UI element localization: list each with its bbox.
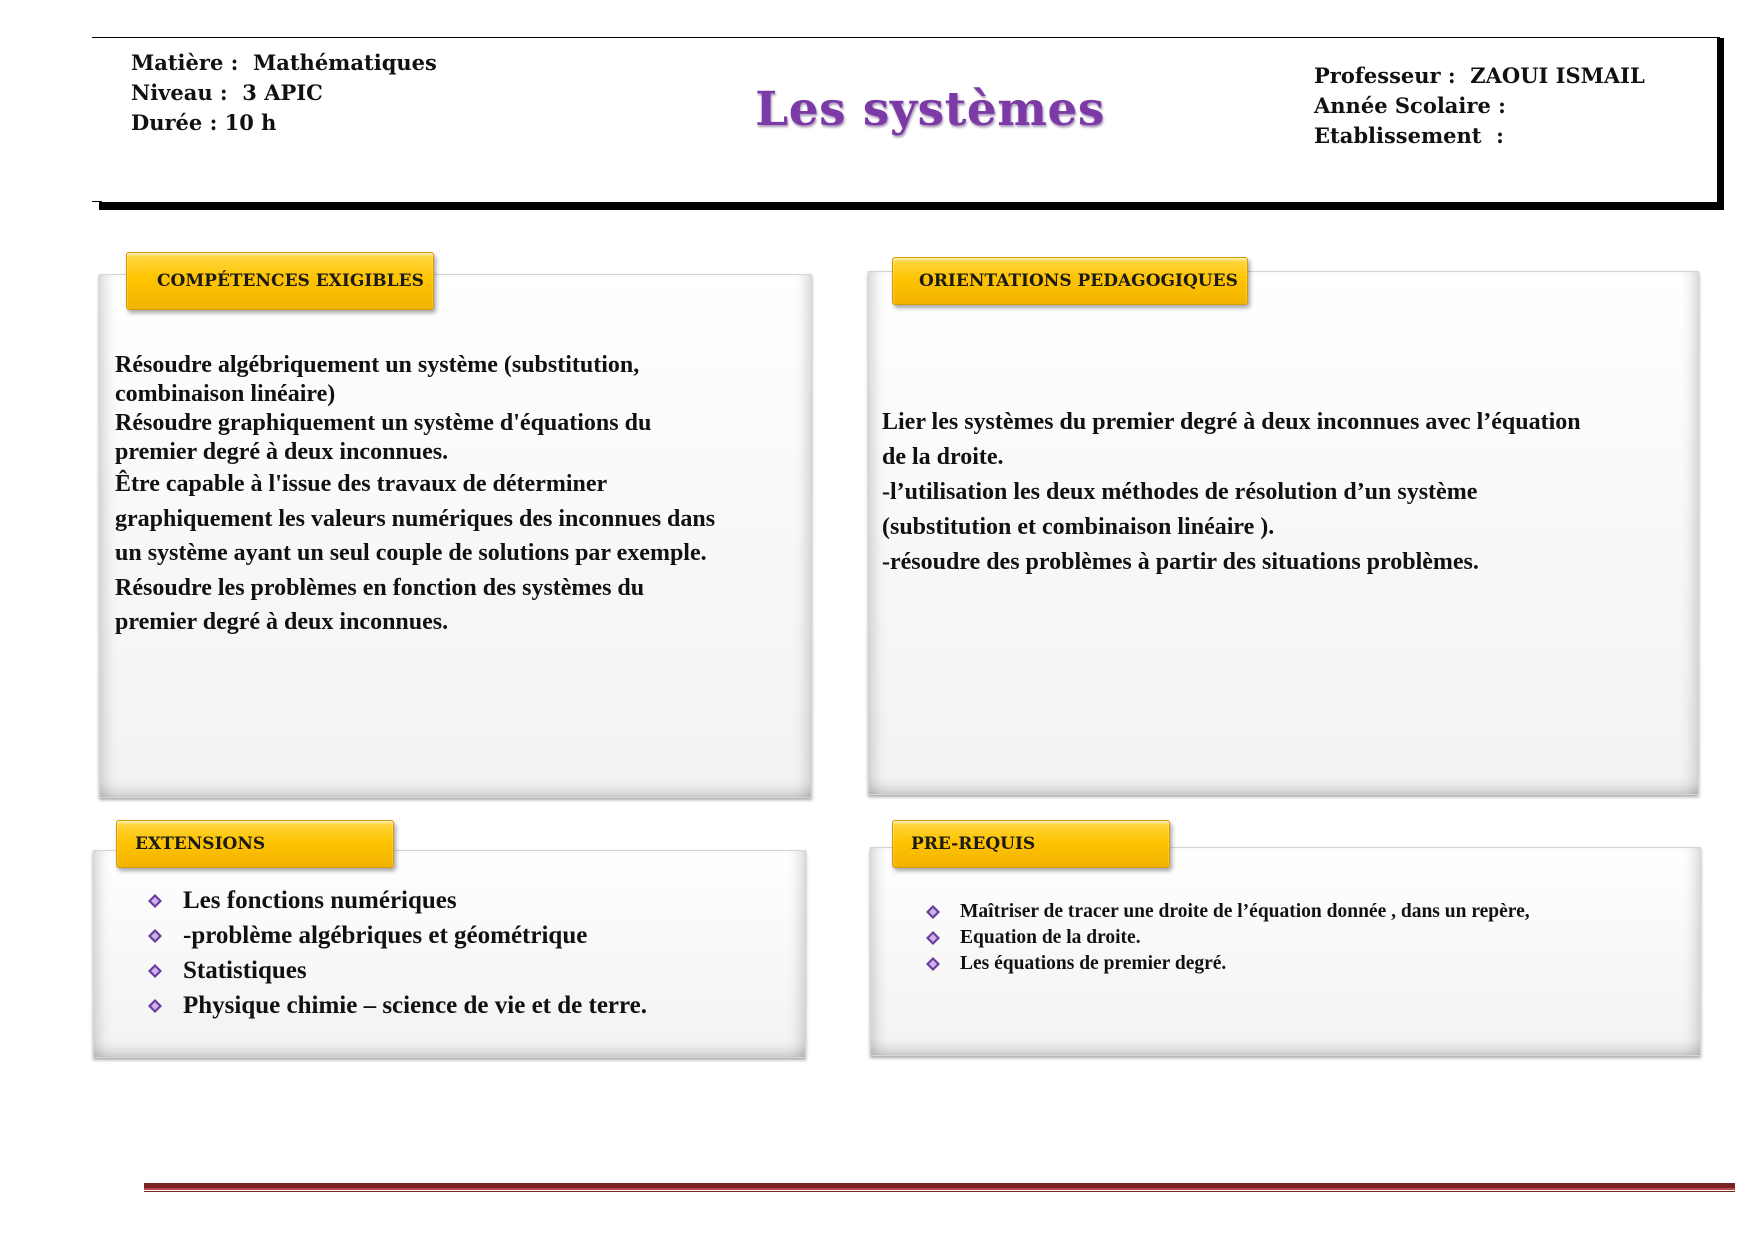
orientations-line: -l’utilisation les deux méthodes de résolution d’un système [882,479,1478,505]
diamond-bullet-icon [925,930,941,946]
list-item [145,883,647,918]
list-item [923,899,1530,925]
orientations-line: (substitution et combinaison linéaire ). [882,514,1275,540]
prerequis-tab [892,820,1170,868]
footer-rule [144,1183,1735,1190]
duration-line: Durée : 10 h [131,110,277,135]
list-item [145,988,647,1023]
competences-line: premier degré à deux inconnues. [115,439,449,465]
teacher-info [1314,61,1645,151]
orientations-line: Lier les systèmes du premier degré à deux inconnues avec l’équation [882,409,1581,435]
header-border-bottom-thin [92,201,102,202]
competences-text [115,351,805,640]
header-border-right [1717,38,1724,206]
competences-line: Résoudre graphiquement un système d'équations du [115,410,652,436]
list-item [145,918,647,953]
extensions-item: Statistiques [183,957,307,984]
header-border-bottom [99,202,1724,210]
orientations-line: de la droite. [882,444,1004,470]
list-item [145,953,647,988]
competences-line: Résoudre algébriquement un système (substitution, [115,352,640,378]
extensions-item: Les fonctions numériques [183,887,457,914]
list-item [923,925,1530,951]
orientations-text [882,405,1682,580]
prerequis-item: Maîtriser de tracer une droite de l’équation donnée , dans un repère, [960,901,1530,922]
extensions-list [145,883,647,1023]
orientations-line: -résoudre des problèmes à partir des situations problèmes. [882,549,1479,575]
extensions-label: EXTENSIONS [135,834,266,854]
extensions-tab [116,820,394,868]
competences-tab [126,252,434,310]
course-info [131,48,437,138]
orientations-label: ORIENTATIONS PEDAGOGIQUES [919,271,1238,291]
extensions-item: -problème algébriques et géométrique [183,922,588,949]
extensions-item: Physique chimie – science de vie et de terre. [183,992,648,1019]
diamond-bullet-icon [147,998,163,1014]
diamond-bullet-icon [925,904,941,920]
competences-line: combinaison linéaire) [115,381,336,407]
diamond-bullet-icon [147,893,163,909]
competences-label: COMPÉTENCES EXIGIBLES [157,271,424,291]
level-line: Niveau : 3 APIC [131,80,323,105]
competences-line: un système ayant un seul couple de solutions par exemple. [115,540,707,566]
orientations-tab [892,257,1248,305]
competences-line: graphiquement les valeurs numériques des inconnues dans [115,505,716,532]
school-year-line: Année Scolaire : [1314,93,1506,118]
page-title: Les systèmes [755,82,1105,137]
diamond-bullet-icon [147,928,163,944]
subject-line: Matière : Mathématiques [131,50,437,75]
diamond-bullet-icon [925,956,941,972]
competences-line: Être capable à l'issue des travaux de déterminer [115,471,608,497]
prerequis-label: PRE-REQUIS [911,834,1036,854]
diamond-bullet-icon [147,963,163,979]
prerequis-item: Equation de la droite. [960,927,1141,948]
teacher-line: Professeur : ZAOUI ISMAIL [1314,63,1645,88]
competences-line: Résoudre les problèmes en fonction des systèmes du [115,574,645,601]
list-item [923,951,1530,977]
footer-rule-thin [144,1191,1735,1192]
prerequis-item: Les équations de premier degré. [960,953,1227,974]
competences-line: premier degré à deux inconnues. [115,609,449,635]
prerequis-list [923,899,1530,977]
school-line: Etablissement : [1314,123,1504,148]
